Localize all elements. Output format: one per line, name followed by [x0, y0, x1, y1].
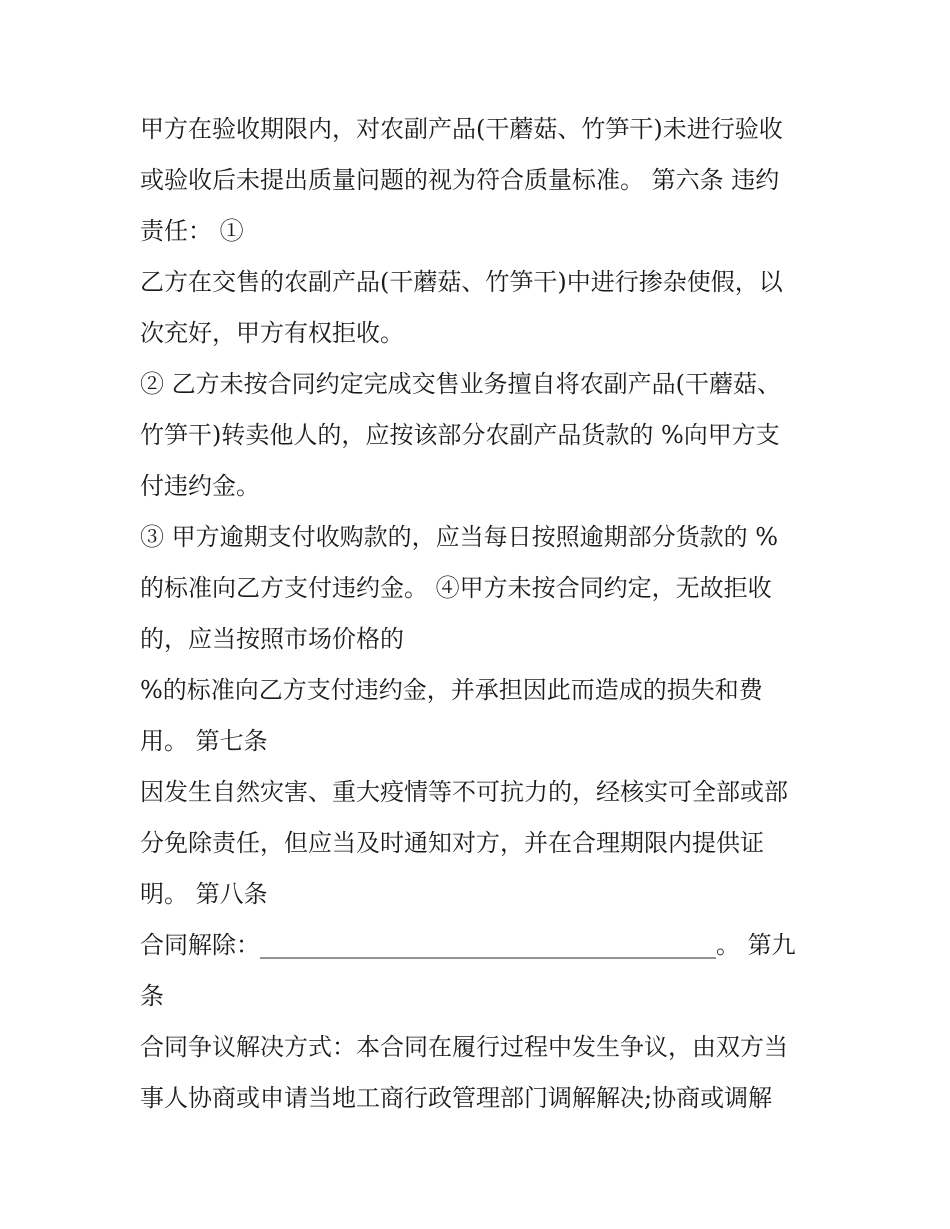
text-line: 次充好，甲方有权拒收。 [140, 319, 404, 347]
text-line: 的标准向乙方支付违约金。 ④甲方未按合同约定，无故拒收 [140, 574, 772, 602]
text-line: 合同争议解决方式：本合同在履行过程中发生争议，由双方当 [140, 1033, 788, 1061]
text-line: 的，应当按照市场价格的 [140, 625, 404, 653]
text-line: 或验收后未提出质量问题的视为符合质量标准。 第六条 违约 [140, 166, 780, 194]
document-body [140, 104, 830, 1124]
text-line: ③ 甲方逾期支付收购款的，应当每日按照逾期部分货款的 % [140, 523, 779, 551]
text-line: 乙方在交售的农副产品(干蘑菇、竹笋干)中进行掺杂使假，以 [140, 268, 783, 296]
text-line: 付违约金。 [140, 472, 260, 500]
text-line: ② 乙方未按合同约定完成交售业务擅自将农副产品(干蘑菇、 [140, 370, 781, 398]
text-line: 条 [140, 982, 164, 1010]
text-line: 用。 第七条 [140, 727, 268, 755]
text-line: 甲方在验收期限内，对农副产品(干蘑菇、竹笋干)未进行验收 [140, 115, 783, 143]
text-line: 明。 第八条 [140, 880, 268, 908]
text-line: 事人协商或申请当地工商行政管理部门调解解决;协商或调解 [140, 1084, 773, 1112]
text-line: 竹笋干)转卖他人的，应按该部分农副产品货款的 %向甲方支 [140, 421, 780, 449]
text-line: 分免除责任，但应当及时通知对方，并在合理期限内提供证 [140, 829, 764, 857]
text-line: 合同解除：______________________________________。 第九 [140, 931, 796, 959]
text-line: 因发生自然灾害、重大疫情等不可抗力的，经核实可全部或部 [140, 778, 788, 806]
text-line: %的标准向乙方支付违约金，并承担因此而造成的损失和费 [140, 676, 763, 704]
text-line: 责任： ① [140, 217, 244, 245]
